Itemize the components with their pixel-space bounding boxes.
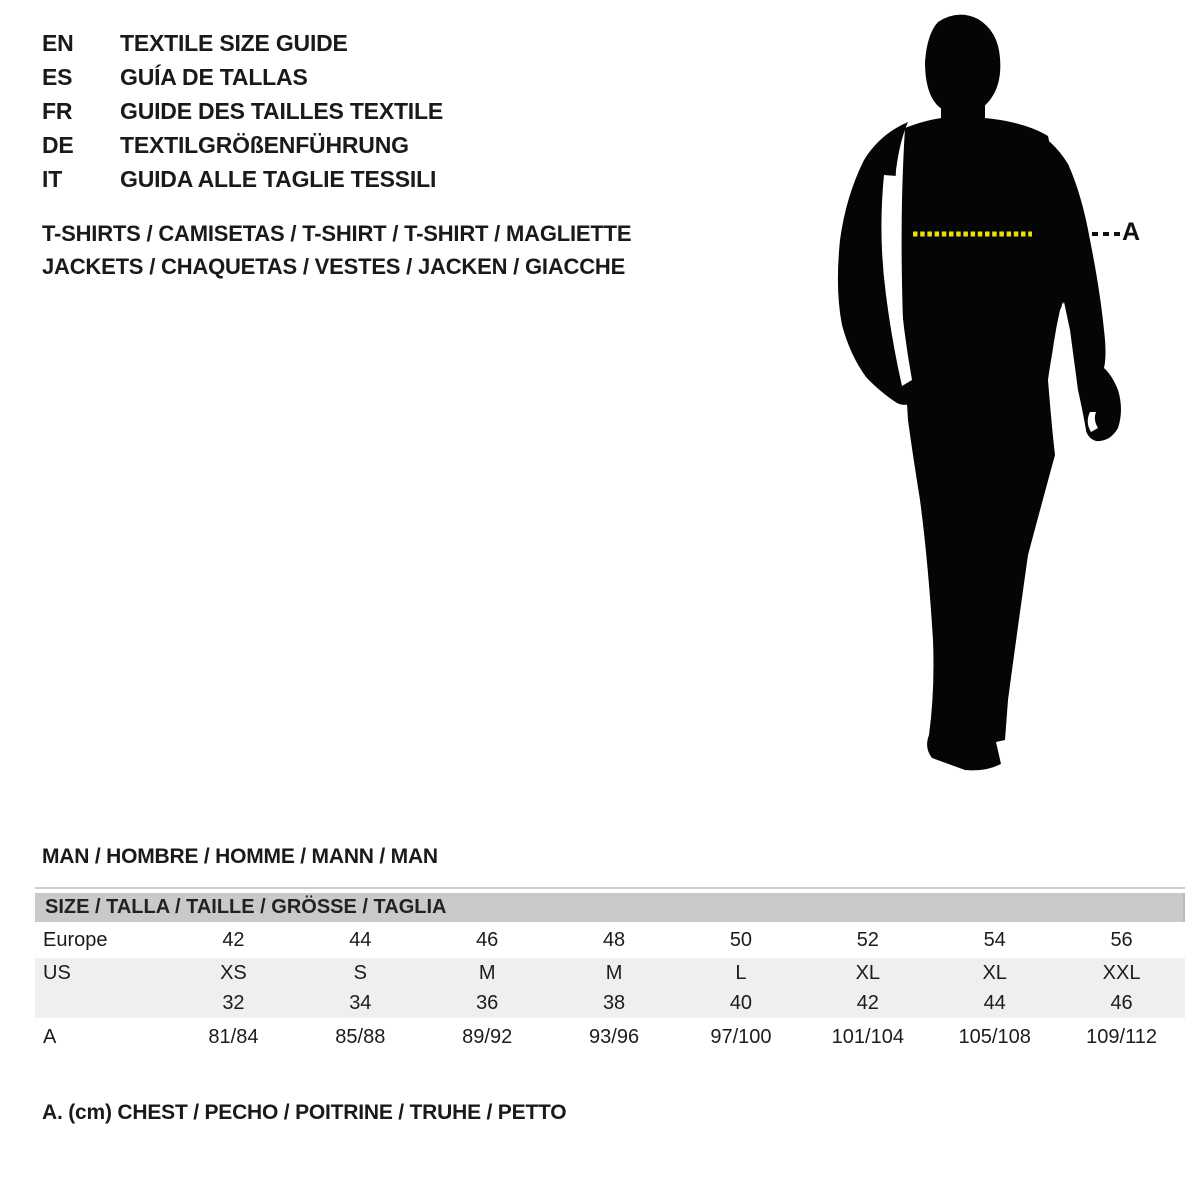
language-title: GUIDE DES TAILLES TEXTILE (120, 97, 443, 124)
size-cell: 85/88 (335, 1025, 386, 1048)
size-cell: 32 (222, 991, 245, 1014)
language-code: ES (42, 63, 73, 90)
size-cell: 42 (222, 928, 245, 951)
category-lines (42, 217, 631, 283)
table-section-title: MAN / HOMBRE / HOMME / MANN / MAN (42, 845, 438, 868)
male-silhouette-figure (825, 0, 1155, 790)
language-title: TEXTILGRÖßENFÜHRUNG (120, 131, 409, 158)
size-cell: 54 (983, 928, 1006, 951)
row-label: A (43, 1025, 57, 1048)
language-row-es (42, 60, 443, 94)
language-title: TEXTILE SIZE GUIDE (120, 29, 348, 56)
measure-label-a: A (1122, 218, 1141, 246)
size-cell: 50 (729, 928, 753, 951)
size-cell: 44 (983, 991, 1006, 1014)
size-table-header: SIZE / TALLA / TAILLE / GRÖSSE / TAGLIA (35, 893, 1185, 922)
size-table-row-europe (35, 922, 1185, 958)
size-cell: 52 (856, 928, 879, 951)
size-cell: 46 (1110, 991, 1133, 1014)
size-cell: 93/96 (589, 1025, 640, 1048)
language-row-fr (42, 94, 443, 128)
language-code: FR (42, 97, 73, 124)
size-table-row-us (35, 958, 1185, 988)
language-code: DE (42, 131, 74, 158)
size-cell: 105/108 (958, 1025, 1031, 1048)
measurement-footnote: A. (cm) CHEST / PECHO / POITRINE / TRUHE / PETTO (42, 1101, 567, 1124)
size-cell: L (735, 961, 747, 984)
size-cell: 97/100 (710, 1025, 772, 1048)
size-cell: 109/112 (1086, 1025, 1157, 1048)
size-table-rows (35, 922, 1185, 1056)
size-cell: 46 (476, 928, 499, 951)
size-cell: 36 (476, 991, 499, 1014)
size-cell: 34 (349, 991, 372, 1014)
size-cell: M (478, 961, 496, 984)
silhouette-torso-legs (902, 116, 1063, 770)
size-cell: XL (982, 961, 1007, 984)
size-cell: M (605, 961, 623, 984)
size-cell: 56 (1110, 928, 1133, 951)
size-cell: 101/104 (831, 1025, 904, 1048)
size-cell: XL (855, 961, 881, 984)
size-cell: 81/84 (208, 1025, 259, 1048)
size-cell: XXL (1102, 961, 1141, 984)
size-cell: 48 (602, 928, 626, 951)
size-cell: 89/92 (462, 1025, 513, 1048)
row-label: US (43, 961, 71, 984)
table-top-hairline (35, 887, 1185, 889)
size-cell: 42 (856, 991, 879, 1014)
language-row-en (42, 26, 443, 60)
language-row-it (42, 162, 443, 196)
size-cell: 40 (729, 991, 753, 1014)
category-line-jackets: JACKETS / CHAQUETAS / VESTES / JACKEN / GIACCHE (42, 254, 626, 279)
language-row-de (42, 128, 443, 162)
size-cell: XS (220, 961, 247, 984)
language-code: IT (42, 165, 63, 192)
language-list (42, 26, 443, 196)
size-table-row-us-numeric (35, 988, 1185, 1018)
category-line-tshirts: T-SHIRTS / CAMISETAS / T-SHIRT / T-SHIRT / MAGLIETTE (42, 221, 632, 246)
language-title: GUIDA ALLE TAGLIE TESSILI (120, 165, 437, 192)
row-label: Europe (43, 928, 108, 951)
size-table (35, 893, 1185, 1056)
size-cell: S (353, 961, 367, 984)
size-cell: 38 (602, 991, 626, 1014)
size-table-row-a (35, 1018, 1185, 1056)
language-code: EN (42, 29, 74, 56)
language-title: GUÍA DE TALLAS (120, 63, 308, 90)
size-cell: 44 (349, 928, 372, 951)
